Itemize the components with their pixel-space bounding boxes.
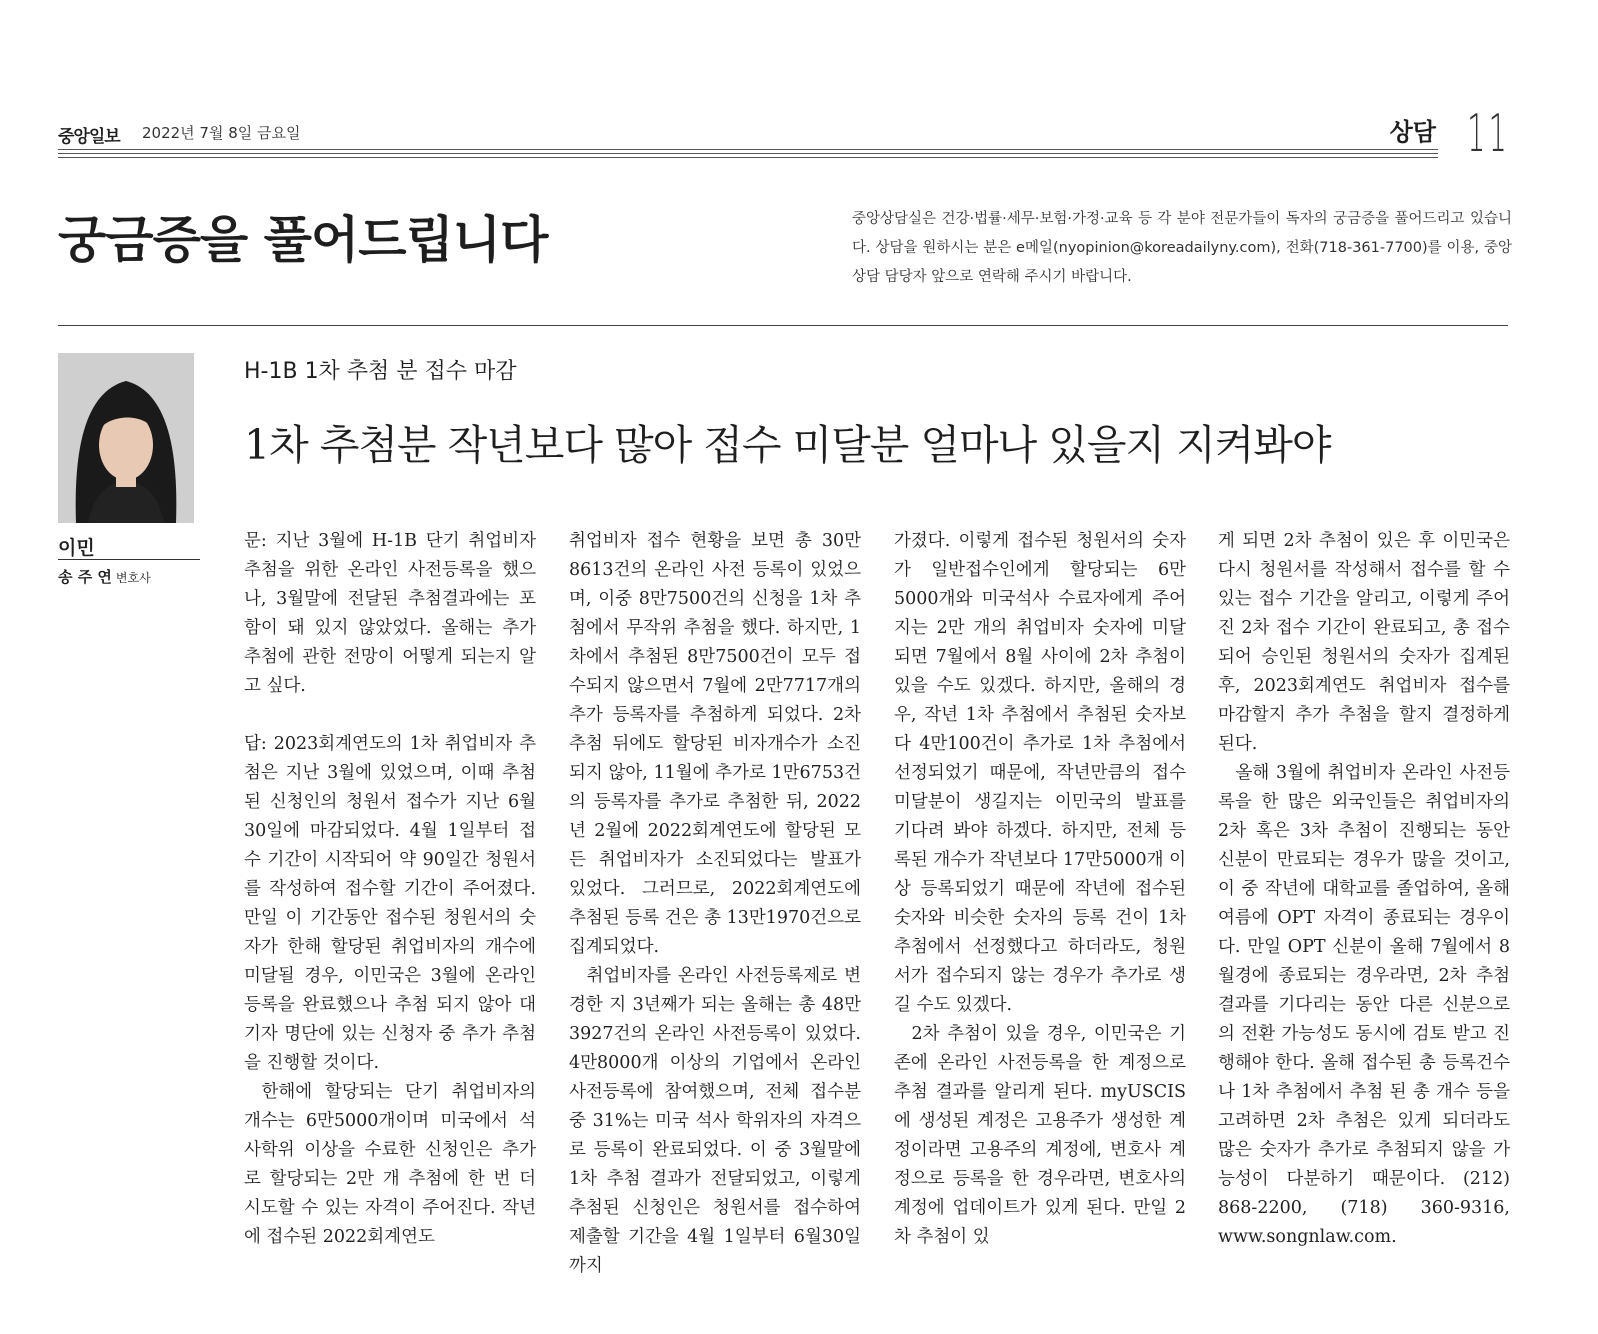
article-subhead: H-1B 1차 추첨 분 접수 마감 (244, 359, 517, 384)
article-column-4 (1218, 527, 1510, 1327)
page-number: 11 (1467, 104, 1510, 164)
question-paragraph: 문: 지난 3월에 H-1B 단기 취업비자 추첨을 위한 온라인 사전등록을 했으나, 3월말에 전달된 추첨결과에는 포함이 돼 있지 않았었다. 올해는 추가 추첨에 관한 전망이 어떻게 되는지 알고 싶다. (244, 531, 536, 696)
author-role: 변호사 (115, 571, 151, 585)
body-paragraph: 올해 3월에 취업비자 온라인 사전등록을 한 많은 외국인들은 취업비자의 2차 혹은 3차 추첨이 진행되는 동안 신분이 만료되는 경우가 많을 것이고, 이 중 작년에 대학교를 졸업하여, 올해 여름에 OPT 자격이 종료되는 경우이다. 만일 OPT 신분이 올해 7월에서 8월경에 종료되는 경우라면, 2차 추첨 결과를 기다리는 동안 다른 신분으로의 전환 가능성도 동시에 검토 받고 진행해야 한다. 올해 접수된 총 등록건수나 1차 추첨에서 추첨 된 총 개수 등을 고려하면 2차 추첨은 있게 되더라도 많은 숫자가 추가로 추첨되지 않을 가능성이 다분하기 때문이다. (212) 868-2200, (718) 360-9316, www.songnlaw.com. (1218, 763, 1510, 1247)
section-name: 상담 (1389, 118, 1436, 146)
newspaper-name: 중앙일보 (58, 127, 120, 147)
author-portrait-image (58, 353, 194, 523)
section-banner-title: 궁금증을 풀어드립니다 (58, 211, 548, 269)
author-byline (58, 566, 151, 587)
section-divider (58, 325, 1508, 326)
byline-category: 이민 (58, 537, 95, 559)
author-photo (58, 353, 194, 523)
masthead-rule (58, 149, 1438, 150)
article-column-3 (894, 527, 1186, 1327)
byline-divider (58, 559, 200, 560)
masthead-rule (58, 157, 1438, 158)
answer-paragraph: 답: 2023회계연도의 1차 취업비자 추첨은 지난 3월에 있었으며, 이때 추첨 된 신청인의 청원서 접수가 지난 6월 30일에 마감되었다. 4월 1일부터 접수 기간이 시작되어 약 90일간 청원서를 작성하여 접수할 기간이 주어졌다. 만일 이 기간동안 접수된 청원서의 숫자가 한해 할당된 취업비자의 개수에 미달될 경우, 이민국은 3월에 온라인 등록을 완료했으나 추첨 되지 않아 대기자 명단에 있는 신청자 중 추가 추첨을 진행할 것이다. (244, 734, 536, 1073)
body-paragraph: 가졌다. 이렇게 접수된 청원서의 숫자가 일반접수인에게 할당되는 6만5000개와 미국석사 수료자에게 주어지는 2만 개의 취업비자 숫자에 미달되면 7월에서 8월 사이에 2차 추첨이 있을 수도 있겠다. 하지만, 올해의 경우, 작년 1차 추첨에서 추첨된 숫자보다 4만100건이 추가로 1차 추첨에서 선정되었기 때문에, 작년만큼의 접수 미달분이 생길지는 이민국의 발표를 기다려 봐야 하겠다. 하지만, 전체 등록된 개수가 작년보다 17만5000개 이상 등록되었기 때문에 작년에 접수된 숫자와 비슷한 숫자의 등록 건이 1차 추첨에서 선정했다고 하더라도, 청원서가 접수되지 않는 경우가 추가로 생길 수도 있겠다. (894, 531, 1186, 1015)
masthead-rule (58, 153, 1438, 154)
issue-date: 2022년 7월 8일 금요일 (142, 124, 301, 142)
article-column-2 (569, 527, 861, 1327)
section-intro-text: 중앙상담실은 건강·법률·세무·보험·가정·교육 등 각 분야 전문가들이 독자의 궁금증을 풀어드리고 있습니다. 상담을 원하시는 분은 e메일(nyopinion@koreadailyny.com), 전화(718-361-7700)를 이용, 중앙상담 담당자 앞으로 연락해 주시기 바랍니다. (852, 211, 1512, 285)
body-paragraph: 한해에 할당되는 단기 취업비자의 개수는 6만5000개이며 미국에서 석사학위 이상을 수료한 신청인은 추가로 할당되는 2만 개 추첨에 한 번 더 시도할 수 있는 자격이 주어진다. 작년에 접수된 2022회계연도 (244, 1082, 536, 1247)
body-paragraph: 2차 추첨이 있을 경우, 이민국은 기존에 온라인 사전등록을 한 계정으로 추첨 결과를 알리게 된다. myUSCIS에 생성된 계정은 고용주가 생성한 계정이라면 고용주의 계정에, 변호사 계정으로 등록을 한 경우라면, 변호사의 계정에 업데이트가 있게 된다. 만일 2차 추첨이 있 (894, 1024, 1186, 1247)
body-paragraph: 취업비자를 온라인 사전등록제로 변경한 지 3년째가 되는 올해는 총 48만3927건의 온라인 사전등록이 있었다. 4만8000개 이상의 기업에서 온라인 사전등록에 참여했으며, 전체 접수분 중 31%는 미국 석사 학위자의 자격으로 등록이 완료되었다. 이 중 3월말에 1차 추첨 결과가 전달되었고, 이렇게 추첨된 신청인은 청원서를 접수하여 제출할 기간을 4월 1일부터 6월30일까지 (569, 966, 861, 1276)
body-paragraph: 게 되면 2차 추첨이 있은 후 이민국은 다시 청원서를 작성해서 접수를 할 수 있는 접수 기간을 알리고, 이렇게 주어진 2차 접수 기간이 완료되고, 총 접수되어 승인된 청원서의 숫자가 집계된 후, 2023회계연도 취업비자 접수를 마감할지 추가 추첨을 할지 결정하게 된다. (1218, 531, 1510, 754)
masthead (58, 104, 1510, 164)
author-name: 송 주 연 (58, 568, 112, 586)
article-column-1 (244, 527, 536, 1327)
body-paragraph: 취업비자 접수 현황을 보면 총 30만8613건의 온라인 사전 등록이 있었으며, 이중 8만7500건의 신청을 1차 추첨에서 무작위 추첨을 했다. 하지만, 1차에서 추첨된 8만7500건이 모두 접수되지 않으면서 7월에 2만7717개의 추가 등록자를 추첨하게 되었다. 2차 추첨 뒤에도 할당된 비자개수가 소진되지 않아, 11월에 추가로 1만6753건의 등록자를 추가로 추첨한 뒤, 2022년 2월에 2022회계연도에 할당된 모든 취업비자가 소진되었다는 발표가 있었다. 그러므로, 2022회계연도에 추첨된 등록 건은 총 13만1970건으로 집계되었다. (569, 531, 861, 957)
article-headline: 1차 추첨분 작년보다 많아 접수 미달분 얼마나 있을지 지켜봐야 (244, 421, 1331, 469)
